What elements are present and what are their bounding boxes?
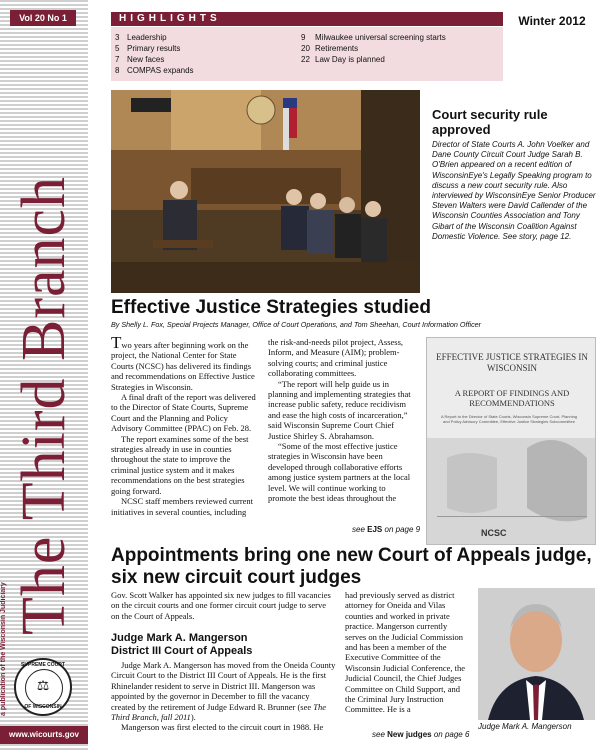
appointments-column-2: had previously served as district attorney for Oneida and Vilas counties and worked in private practice. Mangerson currently serves on the Judicial Commission and has been a member of the Executive Committee of the Wisconsin Judicial Conference, the Judicial Council, the Chief Judges Committee on Child Support, and the Criminal Jury Instruction Committee. He is a	[345, 590, 466, 715]
website-link[interactable]: www.wicourts.gov	[0, 726, 88, 744]
appointments-intro: Gov. Scott Walker has appointed six new judges to fill vacancies on the circuit courts and one former circuit court judge to serve on the Court of Appeals.	[111, 590, 331, 621]
ncsc-logo: NCSC	[481, 528, 507, 538]
highlight-item[interactable]: 9 Milwaukee universal screening starts	[301, 33, 446, 42]
appointments-headline: Appointments bring one new Court of Appeals judge, six new circuit court judges	[111, 545, 592, 588]
report-subtitle: A REPORT OF FINDINGS AND RECOMMENDATIONS	[454, 388, 570, 408]
ejs-headline: Effective Justice Strategies studied	[111, 297, 431, 318]
ejs-paragraph: Two years after beginning work on the project, the National Center for State Courts (NCSC) has delivered its findings and recommendations on Effective Justice Strategies in Wisconsin.	[111, 333, 255, 392]
seal-text-bottom: OF WISCONSIN	[24, 704, 62, 710]
volume-label: Vol 20 No 1	[10, 10, 76, 26]
ejs-continued-link[interactable]: see EJS on page 9	[352, 525, 421, 534]
ejs-paragraph: A final draft of the report was delivered to the Director of State Courts, Supreme Court and the Planning and Policy Advisory Committee (PPAC) on Feb. 28.	[111, 392, 256, 434]
highlight-item[interactable]: 20 Retirements	[301, 44, 359, 53]
seal-text-top: SUPREME COURT	[21, 662, 65, 668]
ejs-paragraph: NCSC staff members reviewed current initiatives in several counties, including	[111, 496, 254, 517]
highlights-col-1	[115, 32, 194, 76]
highlights-header: HIGHLIGHTS	[111, 12, 503, 26]
appointments-subhead: Judge Mark A. Mangerson District III Court of Appeals	[111, 632, 253, 657]
ejs-column-1	[111, 333, 258, 517]
publication-title: The Third Branch	[10, 175, 78, 635]
appointments-body: Judge Mark A. Mangerson has moved from the Oneida County Circuit Court to the District III Court of Appeals. He is the first Rhinelander resident to serve in District III. Mangerson was appointed by the governor in December to fill the vacancy created by the retirement of Judge Edward R. Brunner (see The Third Branch, fall 2011). Mangerson was first elected to the circuit court in 1988. He	[111, 660, 336, 733]
photo-caption-body: Director of State Courts A. John Voelker and Dane County Circuit Court Judge Sarah B. O'Brien appeared on a recent edition of WisconsinEye's Legally Speaking program to discuss a new court security rule. Also interviewed by WisconsinEye Senior Producer Steven Walters were David Callender of the Wisconsin Counties Association and Tony Gibart of the Wisconsin Coalition Against Domestic Violence. See story, page 12.	[432, 140, 596, 241]
publication-subtitle: a publication of the Wisconsin Judiciary	[0, 582, 7, 716]
ejs-paragraph: “The report will help guide us in planning and implementing strategies that increase public safety, reduce recidivism and ease the high costs of incarceration,” said Wisconsin Supreme Court Chief Justice Shirley S. Abrahamson.	[268, 378, 411, 441]
seal-emblem-icon: ⚖	[36, 679, 50, 694]
dropcap: T	[111, 333, 122, 352]
highlights-box	[111, 27, 503, 81]
appointments-continued-link[interactable]: see New judges on page 6	[372, 730, 470, 739]
portrait-caption: Judge Mark A. Mangerson	[478, 722, 572, 731]
photo-caption-title: Court security rule approved	[432, 107, 548, 137]
judge-portrait-photo	[478, 588, 595, 720]
ejs-byline: By Shelly L. Fox, Special Projects Manager, Office of Court Operations, and Tom Sheehan, Court Information Officer	[111, 320, 482, 329]
highlights-col-2	[301, 32, 446, 65]
highlight-item[interactable]: 22 Law Day is planned	[301, 55, 385, 64]
highlight-item[interactable]: 3 Leadership	[115, 33, 167, 42]
report-title: EFFECTIVE JUSTICE STRATEGIES IN WISCONSIN	[436, 352, 588, 373]
court-seal	[14, 658, 72, 716]
masthead-sidebar	[0, 0, 88, 752]
courtroom-photo	[111, 90, 420, 293]
ejs-paragraph: the risk-and-needs pilot project, Assess, Inform, and Measure (AIM); problem-solving courts; and criminal justice collaborating committees.	[268, 337, 404, 379]
highlight-item[interactable]: 8 COMPAS expands	[115, 66, 194, 75]
highlight-item[interactable]: 5 Primary results	[115, 44, 181, 53]
ejs-paragraph: The report examines some of the best strategies already in use in counties throughout the state to improve the criminal justice system and it makes recommendations on the best strategies going forward.	[111, 433, 249, 496]
ejs-column-2	[268, 337, 414, 504]
report-description: A Report to the Director of State Courts, Wisconsin Supreme Court, Planning and Policy Advisory Committee, Effective Justice Strategies Subcommittee	[440, 414, 578, 424]
issue-date: Winter 2012	[518, 14, 586, 28]
ejs-paragraph: “Some of the most effective justice strategies in Wisconsin have been developed through collaborative efforts among justice system partners at the local level. We will continue working to promote the best ideas throughout the	[268, 441, 411, 504]
report-cover-image	[426, 337, 596, 545]
highlight-item[interactable]: 7 New faces	[115, 55, 165, 64]
